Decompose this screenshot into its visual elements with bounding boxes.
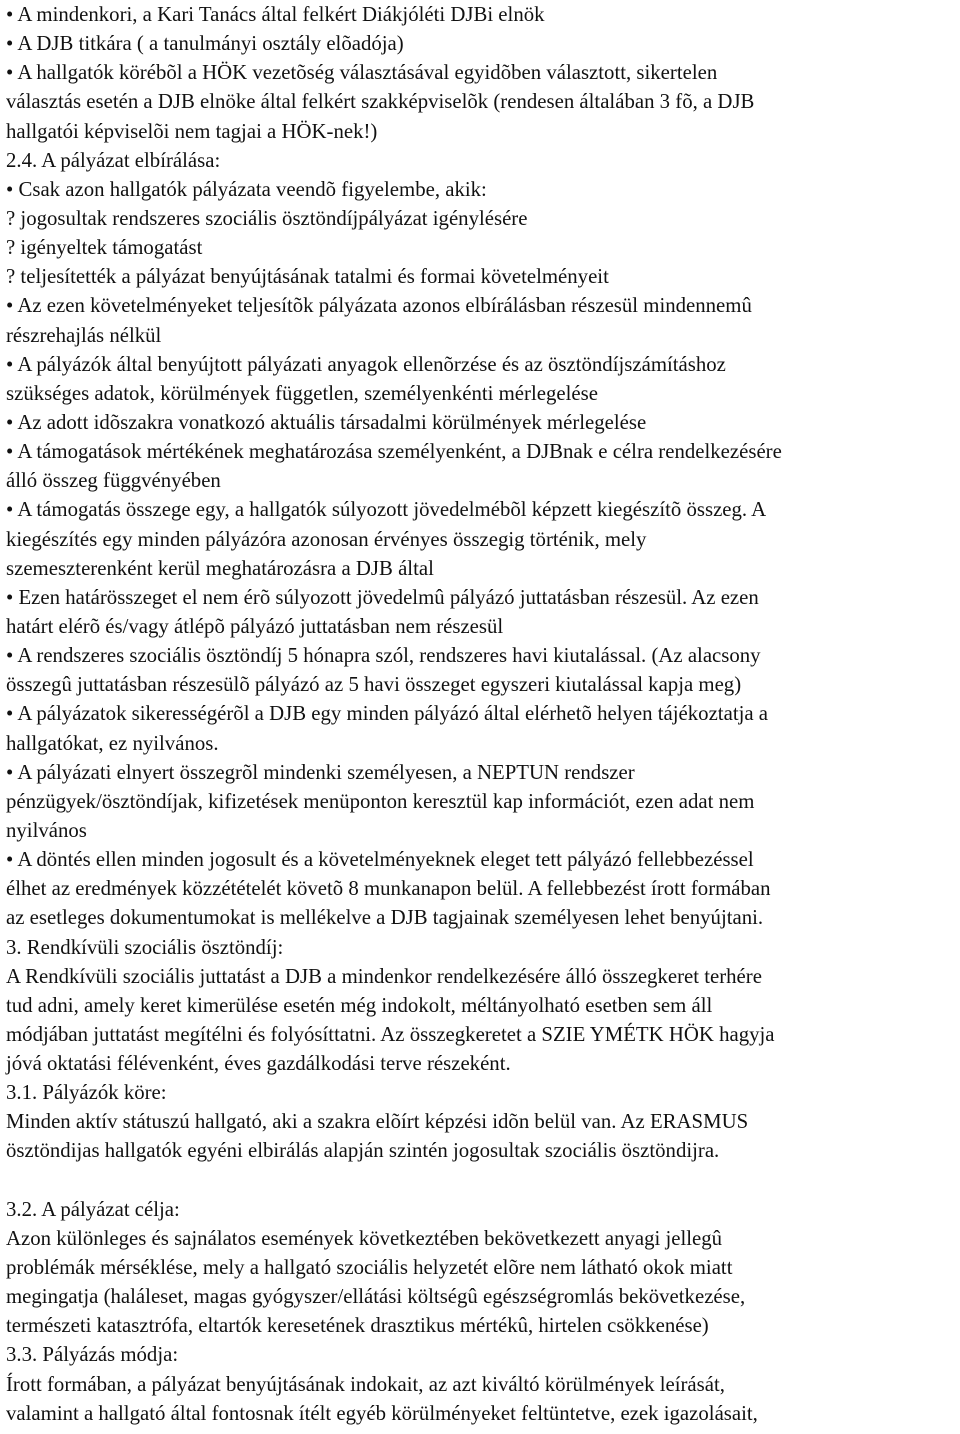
text-line: • Az adott idõszakra vonatkozó aktuális társadalmi körülmények mérlegelése [6, 410, 647, 434]
text-line: ösztöndijas hallgatók egyéni elbirálás alapján szintén jogosultak szociális ösztöndijra. [6, 1139, 720, 1163]
text-line: pénzügyek/ösztöndíjak, kifizetések menüponton keresztül kap információt, ezen adat nem [6, 789, 755, 813]
text-line: részrehajlás nélkül [6, 323, 162, 347]
text-line: • A rendszeres szociális ösztöndíj 5 hónapra szól, rendszeres havi kiutalással. (Az alacsony [6, 644, 761, 668]
text-line: • A DJB titkára ( a tanulmányi osztály elõadója) [6, 32, 404, 56]
text-line: hallgatói képviselõi nem tagjai a HÖK-nek!) [6, 119, 378, 143]
text-line: nyilvános [6, 818, 87, 842]
text-line: 2.4. A pályázat elbírálása: [6, 148, 221, 172]
text-line: természeti katasztrófa, eltartók keresetének drasztikus mértékû, hirtelen csökkenése) [6, 1314, 709, 1338]
text-line: valamint a hallgató által fontosnak ítélt egyéb körülményeket feltüntetve, ezek igazolásait, [6, 1401, 758, 1425]
text-line: hallgatókat, ez nyilvános. [6, 731, 219, 755]
text-line: • Az ezen követelményeket teljesítõk pályázata azonos elbírálásban részesül mindennemû [6, 294, 752, 318]
text-line: Minden aktív státuszú hallgató, aki a szakra elõírt képzési idõn belül van. Az ERASMUS [6, 1110, 749, 1134]
text-line: választás esetén a DJB elnöke által felkért szakképviselõk (rendesen általában 3 fõ, a DJB [6, 90, 755, 114]
text-line: 3. Rendkívüli szociális ösztöndíj: [6, 935, 284, 959]
text-line: Írott formában, a pályázat benyújtásának indokait, az azt kiváltó körülmények leírását, [6, 1372, 725, 1396]
text-line: 3.2. A pályázat célja: [6, 1197, 180, 1221]
text-line: • A támogatások mértékének meghatározása személyenként, a DJBnak e célra rendelkezésére [6, 440, 782, 464]
text-line [6, 1166, 960, 1195]
text-line: • A pályázati elnyert összegrõl mindenki személyesen, a NEPTUN rendszer [6, 760, 635, 784]
text-line: álló összeg függvényében [6, 469, 221, 493]
text-line: • Ezen határösszeget el nem érõ súlyozott jövedelmû pályázó juttatásban részesül. Az ezen [6, 585, 759, 609]
text-line: módjában juttatást megítélni és folyósíttatni. Az összegkeretet a SZIE YMÉTK HÖK hagyja [6, 1022, 775, 1046]
text-line: megingatja (haláleset, magas gyógyszer/ellátási költségû egészségromlás bekövetkezése, [6, 1285, 746, 1309]
text-line: szükséges adatok, körülmények független, személyenkénti mérlegelése [6, 381, 598, 405]
text-line: 3.3. Pályázás módja: [6, 1343, 179, 1367]
text-line: • Csak azon hallgatók pályázata veendõ figyelembe, akik: [6, 177, 487, 201]
text-line: • A pályázók által benyújtott pályázati anyagok ellenõrzése és az ösztöndíjszámításhoz [6, 352, 726, 376]
text-line: határt elérõ és/vagy átlépõ pályázó juttatásban nem részesül [6, 614, 504, 638]
text-line: • A döntés ellen minden jogosult és a követelményeknek eleget tett pályázó fellebbezéssel [6, 848, 754, 872]
text-line: 3.1. Pályázók köre: [6, 1081, 167, 1105]
text-line: • A pályázatok sikerességérõl a DJB egy minden pályázó által elérhetõ helyen tájékoztatja a [6, 702, 769, 726]
text-line: A Rendkívüli szociális juttatást a DJB a mindenkor rendelkezésére álló összegkeret terhére [6, 964, 762, 988]
text-line: • A mindenkori, a Kari Tanács által felkért Diákjóléti DJBi elnök [6, 3, 545, 26]
text-line: ? igényeltek támogatást [6, 236, 203, 260]
text-line: • A hallgatók körébõl a HÖK vezetõség választásával egyidõben választott, sikertelen [6, 61, 718, 85]
text-line: kiegészítés egy minden pályázóra azonosan érvényes összegig történik, mely [6, 527, 647, 551]
text-line: jóvá oktatási félévenként, éves gazdálkodási terve részeként. [6, 1052, 511, 1076]
text-line: problémák mérséklése, mely a hallgató szociális helyzetét elõre nem látható okok miatt [6, 1256, 733, 1280]
text-line: ? jogosultak rendszeres szociális ösztöndíjpályázat igénylésére [6, 206, 528, 230]
text-line: élhet az eredmények közzétételét követõ 8 munkanapon belül. A fellebbezést írott formában [6, 877, 771, 901]
text-line: Azon különleges és sajnálatos események következtében bekövetkezett anyagi jellegû [6, 1226, 723, 1250]
text-line: • A támogatás összege egy, a hallgatók súlyozott jövedelmébõl képzett kiegészítõ összeg. A [6, 498, 767, 522]
text-line: szemeszterenként kerül meghatározásra a DJB által [6, 556, 434, 580]
text-line: tud adni, amely keret kimerülése esetén még indokolt, méltányolható esetben sem áll [6, 993, 713, 1017]
text-line: az esetleges dokumentumokat is mellékelve a DJB tagjainak személyesen lehet benyújtani. [6, 906, 764, 930]
text-line: összegû juttatásban részesülõ pályázó az 5 havi összeget egyszeri kiutalással kapja meg) [6, 673, 742, 697]
text-line: ? teljesítették a pályázat benyújtásának tatalmi és formai követelményeit [6, 265, 609, 289]
